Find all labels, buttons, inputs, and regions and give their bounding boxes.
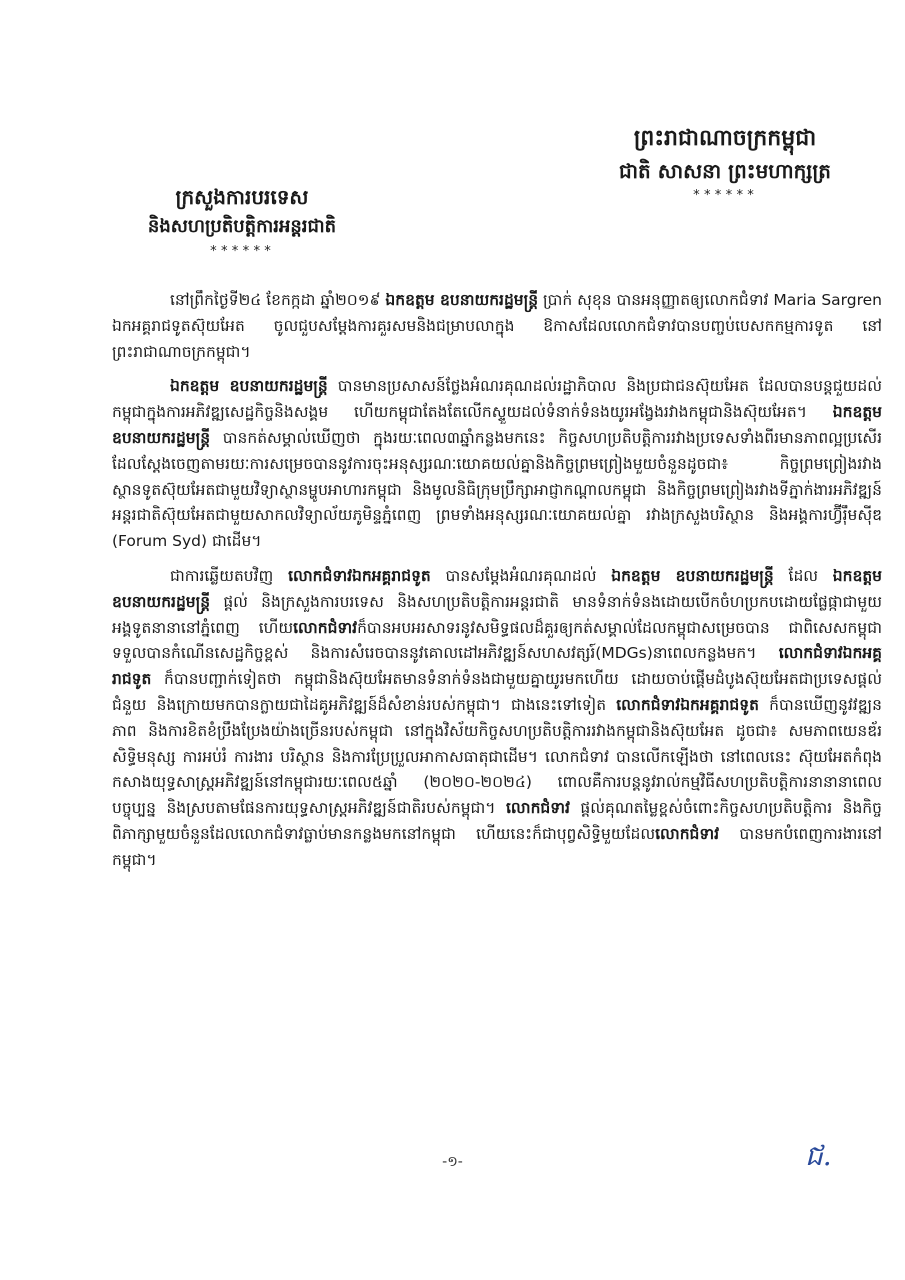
paragraph-3 [112, 564, 882, 874]
p3-text-7: ក៏បានឃើញនូវវឌ្ឍនភាព និងការខិតខំប្រឹងប្រែងយ៉ាងច្រើនរបស់កម្ពុជា នៅក្នុងវិស័យកិច្ចសហប្រតិបត្តិការរវាងកម្ពុជានិងស៊ុយអែត ដូចជា៖ សមភាពយេនឌ័រ សិទ្ធិមនុស្ស ការអប់រំ ការងារ បរិស្ថាន និងការប្រែប្រួលអាកាសធាតុជាដើម។ លោកជំទាវ បានលើកឡើងថា នៅពេលនេះ ស៊ុយអែតកំពុងកសាងយុទ្ធសាស្ត្រអភិវឌ្ឍន៍នៅកម្ពុជារយៈពេល៥ឆ្នាំ (២០២០-២០២៤) ពោលគឺការបន្តនូវរាល់កម្មវិធីសហប្រតិបត្តិការនានានាពេលបច្ចុប្បន្ន និងស្របតាមផែនការយុទ្ធសាស្ត្រអភិវឌ្ឍន៍ជាតិរបស់កម្ពុជា។ [112, 695, 882, 818]
kingdom-header [560, 122, 890, 206]
paragraph-2 [112, 374, 882, 555]
p2-bold-1: ឯកឧត្តម ឧបនាយករដ្ឋមន្ត្រី [170, 377, 328, 396]
p3-text-8: ផ្តល់គុណតម្លៃខ្ពស់ចំពោះកិច្ចសហប្រតិបត្តិការ និងកិច្ចពិភាក្សាមួយចំនួនដែលលោកជំទាវធ្លាប់មានកន្លងមកនៅកម្ពុជា ហើយនេះក៏ជាបុព្វសិទ្ធិមួយដែល [112, 799, 882, 843]
p3-bold-7: លោកជំទាវ [506, 799, 570, 818]
p3-bold-8: លោកជំទាវ [655, 824, 720, 843]
handwritten-initial: ជ. [805, 1139, 832, 1172]
p3-bold-1: លោកជំទាវឯកអគ្គរាជទូត [288, 566, 431, 585]
ministry-header [112, 182, 372, 262]
p3-bold-5: លោកជំទាវឯកអគ្គរាជទូត [112, 644, 882, 689]
p1-text-2: ប្រាក់ សុខុន បានអនុញ្ញាតឲ្យលោកជំទាវ Maria Sargren ឯកអគ្គរាជទូតស៊ុយអែត ចូលជួបសម្តែងការគួរសមនិងជម្រាបលាក្នុង ឱកាសដែលលោកជំទាវបានបញ្ចប់បេសកកម្មការទូត នៅព្រះរាជាណាចក្រកម្ពុជា។ [112, 291, 883, 361]
ministry-name: ក្រសួងការបរទេស [175, 185, 309, 209]
page-number: -១- [442, 1154, 463, 1170]
p1-bold-1: ឯកឧត្តម ឧបនាយករដ្ឋមន្ត្រី [385, 291, 539, 309]
p3-text-2: បានសម្តែងអំណរគុណដល់ [430, 566, 612, 585]
p3-bold-4: លោកជំទាវ [293, 618, 358, 637]
p2-text-1: បានមានប្រសាសន៍ថ្លែងអំណរគុណដល់រដ្ឋាភិបាល និងប្រជាជនស៊ុយអែត ដែលបានបន្តជួយដល់កម្ពុជាក្នុងការអភិវឌ្ឍសេដ្ឋកិច្ចនិងសង្គម ហើយកម្ពុជាតែងតែលើកស្ទួយដល់ទំនាក់ទំនងយូរអង្វែងរវាងកម្ពុជានិងស៊ុយអែត។ [112, 377, 882, 422]
p3-text-9: បានមកបំពេញការងារនៅកម្ពុជា។ [112, 824, 883, 869]
p3-text-3: ដែល [773, 566, 833, 585]
p3-bold-3: ឯកឧត្តម ឧបនាយករដ្ឋមន្ត្រី [112, 566, 882, 611]
ministry-subname: និងសហប្រតិបត្តិការអន្តរជាតិ [147, 216, 337, 237]
p3-bold-6: លោកជំទាវឯកអគ្គរាជទូត [616, 695, 759, 714]
p1-text-1: នៅព្រឹកថ្ងៃទី២៤ ខែកក្កដា ឆ្នាំ២០១៩ [170, 291, 386, 309]
ministry-stars: ****** [209, 244, 275, 259]
p3-text-1: ជាការឆ្លើយតបវិញ [170, 566, 289, 585]
p2-text-2: បានកត់សម្គាល់ឃើញថា ក្នុងរយៈពេល៣ឆ្នាំកន្លងមកនេះ កិច្ចសហប្រតិបត្តិការរវាងប្រទេសទាំងពីរមានភាពល្អប្រសើរ ដែលស្តែងចេញតាមរយៈការសម្រេចបាននូវការចុះអនុស្សរណៈយោគយល់គ្នានិងកិច្ចព្រមព្រៀងមួយចំនួនដូចជា៖ កិច្ចព្រមព្រៀងរវាងស្ថានទូតស៊ុយអែតជាមួយវិទ្យាស្ថានម្ហូបអាហារកម្ពុជា និងមូលនិធិក្រុមប្រឹក្សាអាជ្ញាកណ្តាលកម្ពុជា និងកិច្ចព្រមព្រៀងរវាងទីភ្នាក់ងារអភិវឌ្ឍន៍អន្តរជាតិស៊ុយអែតជាមួយសាកលវិទ្យាល័យភូមិន្ទភ្នំពេញ ព្រមទាំងអនុស្សរណៈយោគយល់គ្នា រវាងក្រសួងបរិស្ថាន និងអង្គការហ្វ៊ីរ៉ឹមស៊ីឌ (Forum Syd) ជាដើម។ [112, 428, 882, 551]
press-release-body [112, 288, 882, 883]
p3-bold-2: ឯកឧត្តម ឧបនាយករដ្ឋមន្ត្រី [611, 566, 774, 585]
kingdom-stars: ****** [692, 188, 758, 203]
p3-text-6: ក៏បានបញ្ជាក់ទៀតថា កម្ពុជានិងស៊ុយអែតមានទំនាក់ទំនងជាមួយគ្នាយូរមកហើយ ដោយចាប់ផ្តើមដំបូងស៊ុយអែតជាប្រទេសផ្តល់ជំនួយ និងក្រោយមកបានក្លាយជាដៃគូអភិវឌ្ឍន៍ដ៏សំខាន់របស់កម្ពុជា។ ជាងនេះទៅទៀត [112, 670, 882, 714]
p3-text-4: ផ្តល់ និងក្រសួងការបរទេស និងសហប្រតិបត្តិការអន្តរជាតិ មានទំនាក់ទំនងដោយបើកចំហប្រកបដោយផ្លែផ្កាជាមួយអង្គទូតនានានៅភ្នំពេញ ហើយ [112, 592, 882, 637]
p3-text-5: ក៏បានអបអរសាទរនូវសមិទ្ធផលដ៏គួរឲ្យកត់សម្គាល់ដែលកម្ពុជាសម្រេចបាន ជាពិសេសកម្ពុជាទទួលបានកំណើនសេដ្ឋកិច្ចខ្ពស់ និងការសំរេចបាននូវគោលដៅអភិវឌ្ឍន៍សហសវត្សរ៍(MDGs)នាពេលកន្លងមក។ [112, 618, 882, 663]
paragraph-1 [112, 288, 882, 365]
national-motto: ជាតិ សាសនា ព្រះមហាក្សត្រ [619, 159, 831, 183]
p2-bold-2: ឯកឧត្តម ឧបនាយករដ្ឋមន្ត្រី [112, 403, 882, 447]
kingdom-title: ព្រះរាជាណាចក្រកម្ពុជា [633, 126, 817, 151]
